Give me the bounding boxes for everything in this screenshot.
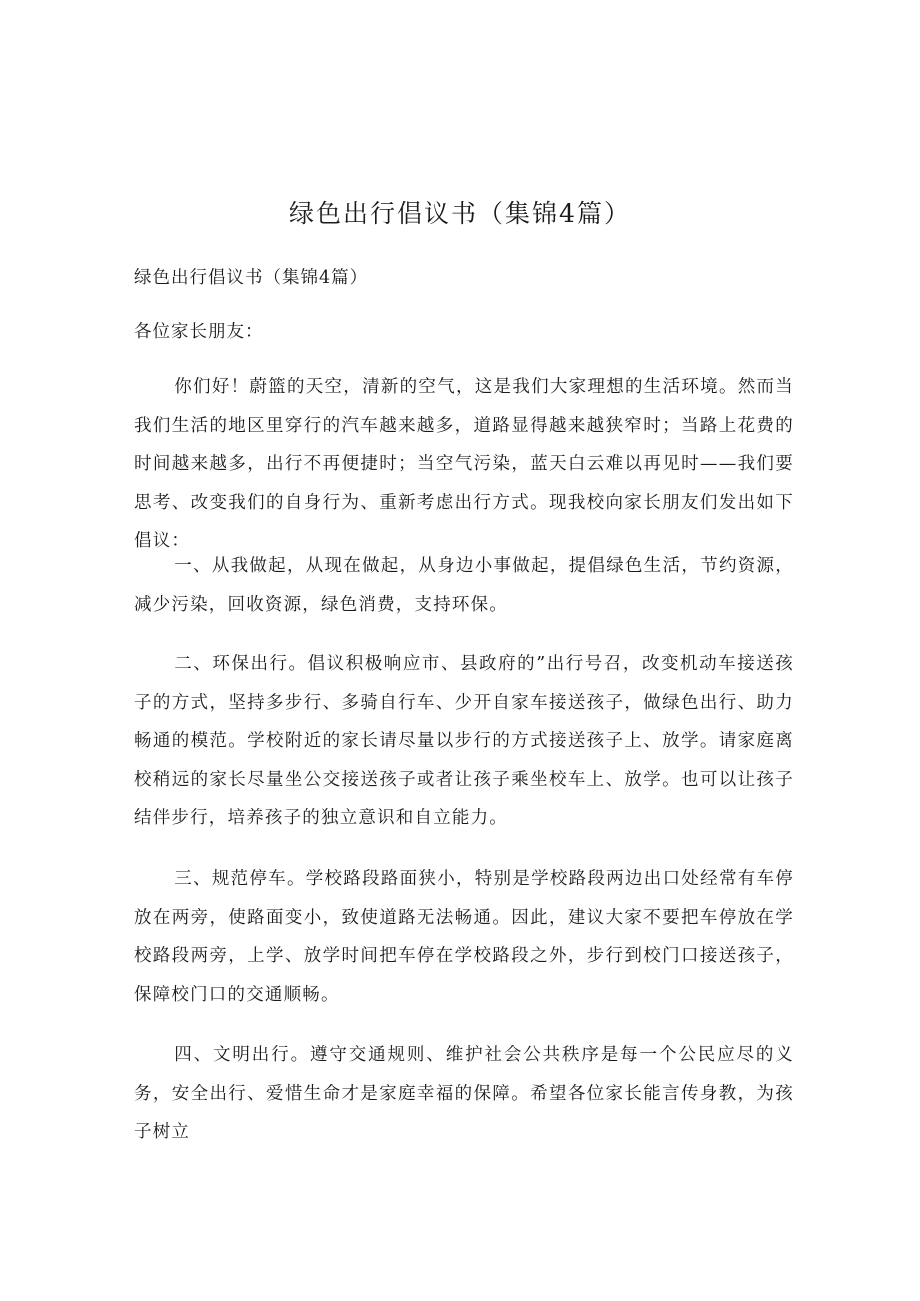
paragraph-point-2: 二、环保出行。倡议积极响应市、县政府的”出行号召，改变机动车接送孩子的方式，坚持多步行、多骑自行车、少开自家车接送孩子，做绿色出行、助力畅通的模范。学校附近的家长请尽量以步行的方式接送孩子上、放学。请家庭离校稍远的家长尽量坐公交接送孩子或者让孩子乘坐校车上、放学。也可以让孩子结伴步行，培养孩子的独立意识和自立能力。: [134, 654, 794, 829]
salutation: 各位家长朋友：: [134, 322, 264, 342]
paragraph-point-4: 四、文明出行。遵守交通规则、维护社会公共秩序是每一个公民应尽的义务，安全出行、爱惜生命才是家庭幸福的保障。希望各位家长能言传身教，为孩子树立: [134, 1045, 794, 1143]
paragraph-point-3: 三、规范停车。学校路段路面狭小，特别是学校路段两边出口处经常有车停放在两旁，使路面变小，致使道路无法畅通。因此，建议大家不要把车停放在学校路段两旁，上学、放学时间把车停在学校路段之外，步行到校门口接送孩子，保障校门口的交通顺畅。: [134, 869, 794, 1005]
paragraph-point-1: 一、从我做起，从现在做起，从身边小事做起，提倡绿色生活，节约资源，减少污染，回收资源，绿色消费，支持环保。: [134, 556, 794, 615]
document-title: 绿色出行倡议书（集锦4篇）: [289, 199, 631, 228]
paragraph-intro: 你们好！蔚篮的天空，清新的空气，这是我们大家理想的生活环境。然而当我们生活的地区里穿行的汽车越来越多，道路显得越来越狭窄时；当路上花费的时间越来越多，出行不再便捷时；当空气污染，蓝天白云难以再见时——我们要思考、改变我们的自身行为、重新考虑出行方式。现我校向家长朋友们发出如下倡议：: [134, 377, 794, 552]
document-subtitle: 绿色出行倡议书（集锦4篇）: [134, 268, 369, 288]
